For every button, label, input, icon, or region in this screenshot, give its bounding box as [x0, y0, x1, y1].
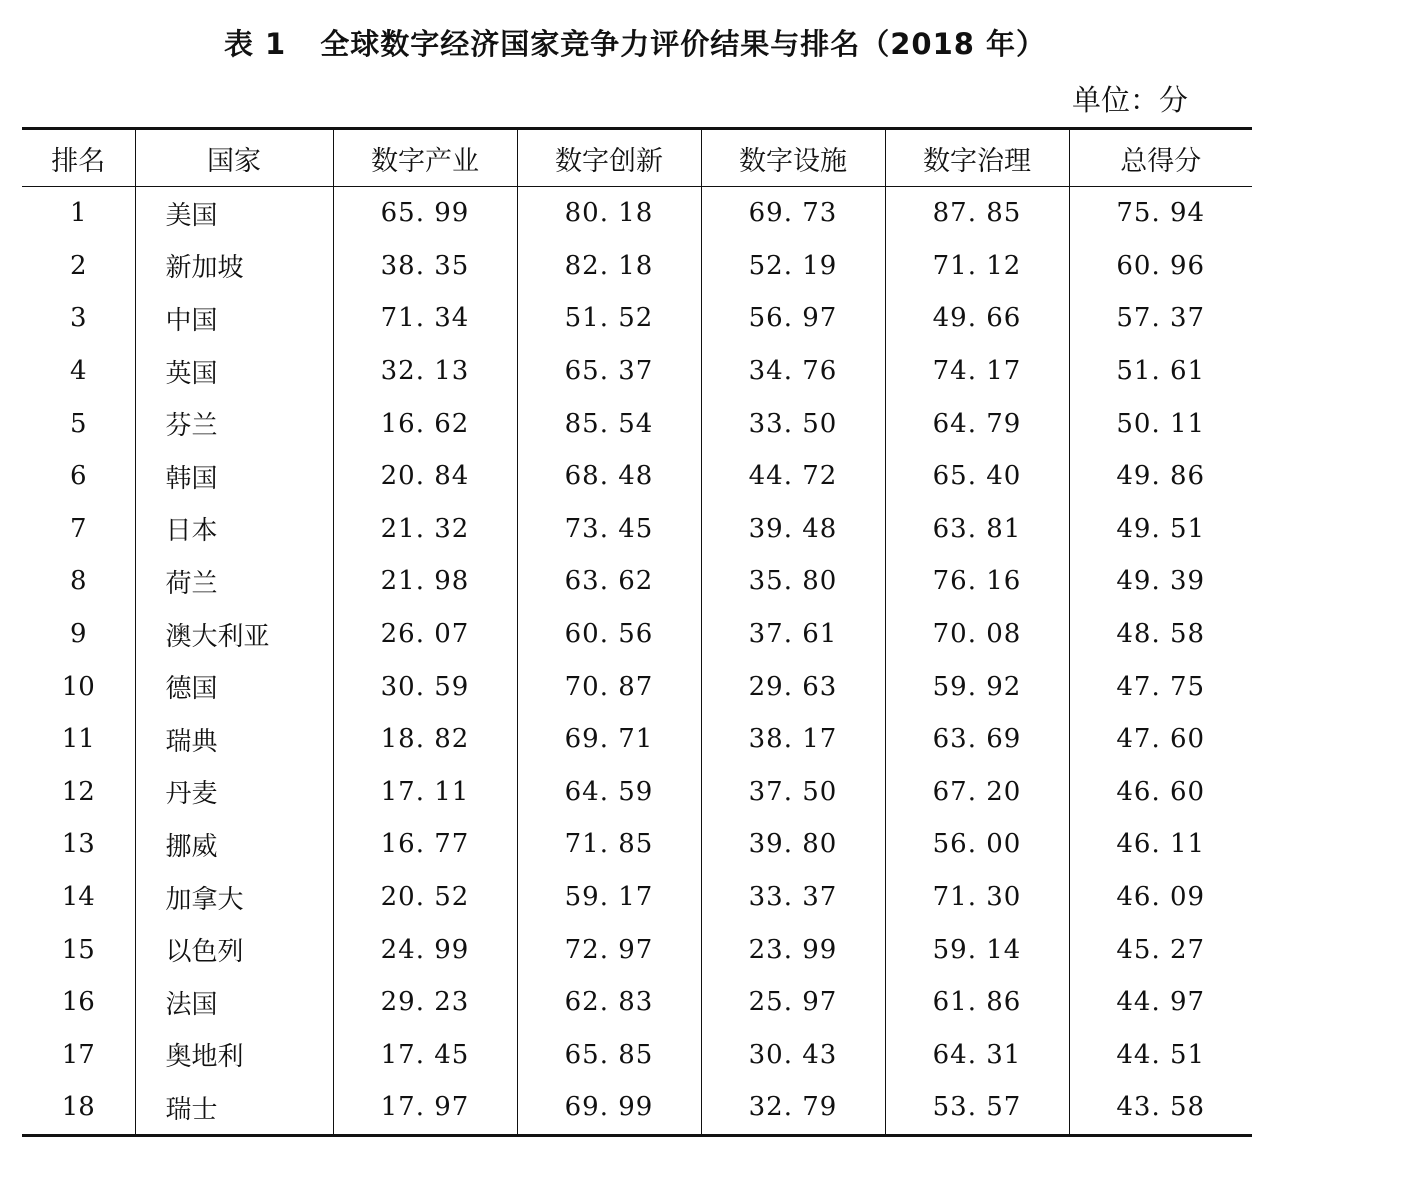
digital-governance-cell: 53. 57 — [885, 1081, 1069, 1135]
digital-governance-cell: 59. 14 — [885, 923, 1069, 976]
digital-infrastructure-cell: 33. 37 — [701, 871, 885, 924]
table-row — [22, 871, 1252, 924]
digital-infrastructure-cell: 32. 79 — [701, 1081, 885, 1135]
country-cell: 韩国 — [135, 450, 333, 503]
digital-industry-cell: 17. 45 — [333, 1029, 517, 1082]
digital-infrastructure-cell: 35. 80 — [701, 555, 885, 608]
digital-industry-cell: 32. 13 — [333, 345, 517, 398]
digital-industry-cell: 71. 34 — [333, 292, 517, 345]
rank-cell: 12 — [61, 776, 95, 807]
header-digital-infrastructure: 数字设施 — [701, 129, 885, 187]
country-cell: 奥地利 — [135, 1029, 333, 1082]
digital-innovation-cell: 65. 37 — [517, 345, 701, 398]
header-rank: 排名 — [22, 129, 135, 187]
country-cell: 挪威 — [135, 818, 333, 871]
country-cell: 英国 — [135, 345, 333, 398]
table-body — [22, 187, 1252, 1136]
digital-governance-cell: 71. 12 — [885, 240, 1069, 293]
rank-cell: 9 — [69, 619, 87, 650]
digital-industry-cell: 38. 35 — [333, 240, 517, 293]
digital-infrastructure-cell: 69. 73 — [701, 187, 885, 240]
total-score-cell: 60. 96 — [1069, 240, 1252, 293]
unit-note: 单位：分 — [1071, 83, 1188, 117]
rank-cell: 4 — [69, 356, 87, 387]
digital-governance-cell: 71. 30 — [885, 871, 1069, 924]
header-digital-industry: 数字产业 — [333, 129, 517, 187]
digital-industry-cell: 16. 62 — [333, 397, 517, 450]
digital-governance-cell: 74. 17 — [885, 345, 1069, 398]
table-title — [0, 22, 1270, 63]
table-row — [22, 292, 1252, 345]
table-caption: 全球数字经济国家竞争力评价结果与排名（2018 年） — [320, 27, 1047, 61]
table-row — [22, 450, 1252, 503]
digital-industry-cell: 17. 11 — [333, 766, 517, 819]
table-row — [22, 345, 1252, 398]
digital-innovation-cell: 71. 85 — [517, 818, 701, 871]
rank-cell: 10 — [61, 671, 95, 702]
total-score-cell: 45. 27 — [1069, 923, 1252, 976]
digital-industry-cell: 17. 97 — [333, 1081, 517, 1135]
digital-industry-cell: 20. 84 — [333, 450, 517, 503]
digital-innovation-cell: 82. 18 — [517, 240, 701, 293]
total-score-cell: 46. 60 — [1069, 766, 1252, 819]
digital-governance-cell: 56. 00 — [885, 818, 1069, 871]
rank-cell: 7 — [69, 513, 87, 544]
total-score-cell: 47. 60 — [1069, 713, 1252, 766]
country-cell: 芬兰 — [135, 397, 333, 450]
table-number: 表 1 — [223, 27, 287, 61]
digital-governance-cell: 65. 40 — [885, 450, 1069, 503]
total-score-cell: 46. 09 — [1069, 871, 1252, 924]
digital-infrastructure-cell: 44. 72 — [701, 450, 885, 503]
digital-industry-cell: 18. 82 — [333, 713, 517, 766]
country-cell: 以色列 — [135, 923, 333, 976]
table-row — [22, 818, 1252, 871]
digital-innovation-cell: 51. 52 — [517, 292, 701, 345]
rank-cell: 2 — [69, 250, 87, 281]
total-score-cell: 44. 51 — [1069, 1029, 1252, 1082]
table-row — [22, 660, 1252, 713]
digital-industry-cell: 21. 32 — [333, 503, 517, 556]
total-score-cell: 49. 86 — [1069, 450, 1252, 503]
total-score-cell: 50. 11 — [1069, 397, 1252, 450]
digital-innovation-cell: 63. 62 — [517, 555, 701, 608]
digital-industry-cell: 30. 59 — [333, 660, 517, 713]
digital-innovation-cell: 85. 54 — [517, 397, 701, 450]
header-digital-innovation: 数字创新 — [517, 129, 701, 187]
digital-governance-cell: 64. 79 — [885, 397, 1069, 450]
rank-cell: 11 — [61, 724, 95, 755]
digital-industry-cell: 65. 99 — [333, 187, 517, 240]
digital-infrastructure-cell: 37. 61 — [701, 608, 885, 661]
total-score-cell: 43. 58 — [1069, 1081, 1252, 1135]
table-row — [22, 187, 1252, 240]
digital-governance-cell: 70. 08 — [885, 608, 1069, 661]
country-cell: 澳大利亚 — [135, 608, 333, 661]
country-cell: 瑞士 — [135, 1081, 333, 1135]
digital-industry-cell: 29. 23 — [333, 976, 517, 1029]
digital-innovation-cell: 73. 45 — [517, 503, 701, 556]
digital-innovation-cell: 70. 87 — [517, 660, 701, 713]
country-cell: 美国 — [135, 187, 333, 240]
country-cell: 丹麦 — [135, 766, 333, 819]
digital-infrastructure-cell: 23. 99 — [701, 923, 885, 976]
header-country: 国家 — [135, 129, 333, 187]
total-score-cell: 48. 58 — [1069, 608, 1252, 661]
table-row — [22, 1081, 1252, 1135]
digital-infrastructure-cell: 39. 80 — [701, 818, 885, 871]
digital-industry-cell: 26. 07 — [333, 608, 517, 661]
digital-infrastructure-cell: 25. 97 — [701, 976, 885, 1029]
total-score-cell: 51. 61 — [1069, 345, 1252, 398]
digital-industry-cell: 24. 99 — [333, 923, 517, 976]
table-row — [22, 503, 1252, 556]
country-cell: 新加坡 — [135, 240, 333, 293]
country-cell: 中国 — [135, 292, 333, 345]
digital-infrastructure-cell: 52. 19 — [701, 240, 885, 293]
digital-innovation-cell: 59. 17 — [517, 871, 701, 924]
total-score-cell: 46. 11 — [1069, 818, 1252, 871]
digital-innovation-cell: 69. 99 — [517, 1081, 701, 1135]
digital-governance-cell: 87. 85 — [885, 187, 1069, 240]
total-score-cell: 49. 51 — [1069, 503, 1252, 556]
digital-innovation-cell: 64. 59 — [517, 766, 701, 819]
digital-infrastructure-cell: 33. 50 — [701, 397, 885, 450]
table-row — [22, 397, 1252, 450]
digital-innovation-cell: 65. 85 — [517, 1029, 701, 1082]
digital-innovation-cell: 72. 97 — [517, 923, 701, 976]
header-digital-governance: 数字治理 — [885, 129, 1069, 187]
country-cell: 德国 — [135, 660, 333, 713]
ranking-table — [22, 127, 1252, 1137]
digital-governance-cell: 49. 66 — [885, 292, 1069, 345]
digital-infrastructure-cell: 37. 50 — [701, 766, 885, 819]
total-score-cell: 49. 39 — [1069, 555, 1252, 608]
table-header — [22, 129, 1252, 187]
table-row — [22, 555, 1252, 608]
country-cell: 法国 — [135, 976, 333, 1029]
table-row — [22, 713, 1252, 766]
table-row — [22, 923, 1252, 976]
digital-governance-cell: 63. 69 — [885, 713, 1069, 766]
rank-cell: 5 — [69, 408, 87, 439]
table-row — [22, 976, 1252, 1029]
country-cell: 荷兰 — [135, 555, 333, 608]
rank-cell: 13 — [61, 829, 95, 860]
digital-governance-cell: 64. 31 — [885, 1029, 1069, 1082]
digital-innovation-cell: 68. 48 — [517, 450, 701, 503]
total-score-cell: 47. 75 — [1069, 660, 1252, 713]
digital-industry-cell: 16. 77 — [333, 818, 517, 871]
rank-cell: 14 — [61, 882, 95, 913]
digital-innovation-cell: 80. 18 — [517, 187, 701, 240]
digital-governance-cell: 59. 92 — [885, 660, 1069, 713]
rank-cell: 18 — [22, 1081, 135, 1135]
digital-innovation-cell: 60. 56 — [517, 608, 701, 661]
total-score-cell: 44. 97 — [1069, 976, 1252, 1029]
header-total-score: 总得分 — [1069, 129, 1252, 187]
digital-infrastructure-cell: 39. 48 — [701, 503, 885, 556]
digital-infrastructure-cell: 30. 43 — [701, 1029, 885, 1082]
digital-infrastructure-cell: 29. 63 — [701, 660, 885, 713]
table-row — [22, 766, 1252, 819]
digital-governance-cell: 76. 16 — [885, 555, 1069, 608]
digital-governance-cell: 63. 81 — [885, 503, 1069, 556]
digital-infrastructure-cell: 56. 97 — [701, 292, 885, 345]
rank-cell: 3 — [69, 303, 87, 334]
country-cell: 日本 — [135, 503, 333, 556]
table-row — [22, 240, 1252, 293]
total-score-cell: 75. 94 — [1069, 187, 1252, 240]
total-score-cell: 57. 37 — [1069, 292, 1252, 345]
rank-cell: 1 — [69, 198, 87, 229]
header-row — [22, 129, 1252, 187]
digital-industry-cell: 20. 52 — [333, 871, 517, 924]
digital-infrastructure-cell: 38. 17 — [701, 713, 885, 766]
digital-governance-cell: 61. 86 — [885, 976, 1069, 1029]
rank-cell: 15 — [61, 934, 95, 965]
table-row — [22, 1029, 1252, 1082]
rank-cell: 16 — [61, 987, 95, 1018]
rank-cell: 8 — [69, 566, 87, 597]
digital-governance-cell: 67. 20 — [885, 766, 1069, 819]
rank-cell: 17 — [61, 1039, 95, 1070]
digital-infrastructure-cell: 34. 76 — [701, 345, 885, 398]
table-row — [22, 608, 1252, 661]
digital-innovation-cell: 62. 83 — [517, 976, 701, 1029]
country-cell: 加拿大 — [135, 871, 333, 924]
rank-cell: 6 — [69, 461, 87, 492]
digital-innovation-cell: 69. 71 — [517, 713, 701, 766]
country-cell: 瑞典 — [135, 713, 333, 766]
digital-industry-cell: 21. 98 — [333, 555, 517, 608]
